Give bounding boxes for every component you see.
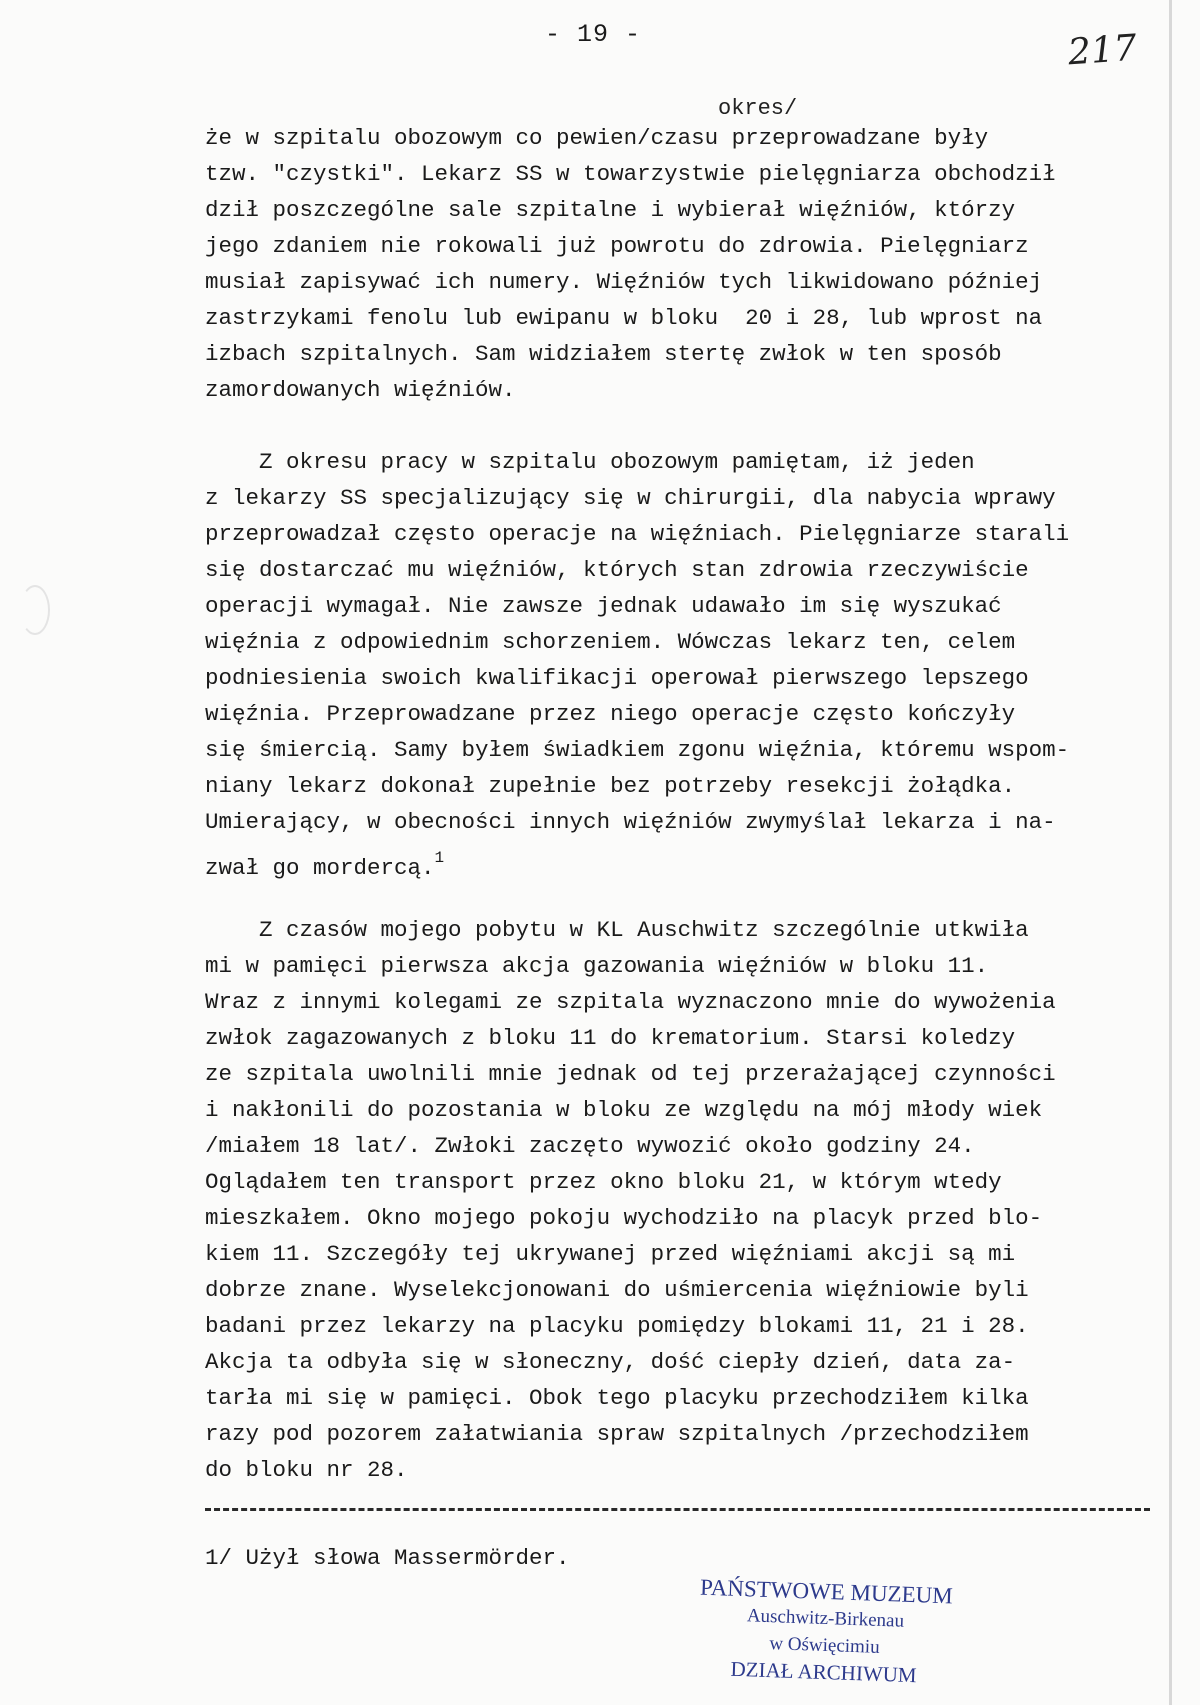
text-line: tzw. "czystki". Lekarz SS w towarzystwie pielęgniarza obchodził <box>205 161 1056 187</box>
binder-hole-mark <box>20 585 50 635</box>
text-line: z lekarzy SS specjalizujący się w chirurgii, dla nabycia wprawy <box>205 485 1056 511</box>
text-line: izbach szpitalnych. Sam widziałem stertę zwłok w ten sposób <box>205 341 1002 367</box>
text-line: Oglądałem ten transport przez okno bloku 21, w którym wtedy <box>205 1169 1002 1195</box>
text-line: zamordowanych więźniów. <box>205 377 516 403</box>
text-line: niany lekarz dokonał zupełnie bez potrzeby resekcji żołądka. <box>205 773 1016 799</box>
text-line: że w szpitalu obozowym co pewien/czasu przeprowadzane były <box>205 125 989 151</box>
text-line: mi w pamięci pierwsza akcja gazowania więźniów w bloku 11. <box>205 953 989 979</box>
text-line: kiem 11. Szczegóły tej ukrywanej przed więźniami akcji są mi <box>205 1241 1016 1267</box>
text-line: dził poszczególne sale szpitalne i wybierał więźniów, którzy <box>205 197 1016 223</box>
text-line: zastrzykami fenolu lub ewipanu w bloku 20 i 28, lub wprost na <box>205 305 1043 331</box>
text-line: razy pod pozorem załatwiania spraw szpitalnych /przechodziłem <box>205 1421 1029 1447</box>
text-line: ze szpitala uwolnili mnie jednak od tej przerażającej czynności <box>205 1061 1056 1087</box>
text-line: tarła mi się w pamięci. Obok tego placyku przechodziłem kilka <box>205 1385 1029 1411</box>
footnote: 1/ Użył słowa Massermörder. <box>205 1545 570 1571</box>
text-line <box>205 840 1165 881</box>
footnote-reference: 1 <box>434 849 445 867</box>
text-line: musiał zapisywać ich numery. Więźniów tych likwidowano później <box>205 269 1043 295</box>
stamp-line: Auschwitz-Birkenau <box>746 1605 905 1632</box>
text-line: mieszkałem. Okno mojego pokoju wychodziło na placyk przed blo- <box>205 1205 1043 1231</box>
text-line: zwłok zagazowanych z bloku 11 do krematorium. Starsi koledzy <box>205 1025 1016 1051</box>
text-line: więźnia z odpowiednim schorzeniem. Wówczas lekarz ten, celem <box>205 629 1016 655</box>
text-line: do bloku nr 28. <box>205 1457 408 1483</box>
text-line: Umierający, w obecności innych więźniów zwymyślał lekarza i na- <box>205 809 1056 835</box>
stamp-line: w Oświęcimiu <box>769 1633 881 1658</box>
text-segment: zwał go mordercą. <box>205 855 435 881</box>
text-line: operacji wymagał. Nie zawsze jednak udawało im się wyszukać <box>205 593 1002 619</box>
stamp-line: DZIAŁ ARCHIWUM <box>730 1656 917 1688</box>
stamp-line: PAŃSTWOWE MUZEUM <box>699 1574 954 1609</box>
text-line: się śmiercią. Samy byłem świadkiem zgonu więźnia, któremu wspom- <box>205 737 1070 763</box>
text-line: więźnia. Przeprowadzane przez niego operacje często kończyły <box>205 701 1016 727</box>
document-body <box>205 120 1165 1488</box>
text-line: dobrze znane. Wyselekcjonowani do uśmiercenia więźniowie byli <box>205 1277 1029 1303</box>
text-line: jego zdaniem nie rokowali już powrotu do zdrowia. Pielęgniarz <box>205 233 1029 259</box>
text-line: i nakłonili do pozostania w bloku ze względu na mój młody wiek <box>205 1097 1043 1123</box>
text-line: Z czasów mojego pobytu w KL Auschwitz szczególnie utkwiła <box>205 917 1029 943</box>
text-line: przeprowadzał często operacje na więźniach. Pielęgniarze starali <box>205 521 1070 547</box>
text-line: badani przez lekarzy na placyku pomiędzy blokami 11, 21 i 28. <box>205 1313 1029 1339</box>
archive-stamp <box>688 1573 962 1690</box>
text-line: się dostarczać mu więźniów, których stan zdrowia rzeczywiście <box>205 557 1029 583</box>
page-number: - 19 - <box>545 20 642 49</box>
handwritten-insertion: okres/ <box>718 96 798 121</box>
footnote-divider <box>205 1508 1150 1511</box>
text-line: Z okresu pracy w szpitalu obozowym pamiętam, iż jeden <box>205 449 975 475</box>
paragraph-gap <box>205 408 1165 444</box>
paragraph-gap <box>205 876 1165 912</box>
text-line: Wraz z innymi kolegami ze szpitala wyznaczono mnie do wywożenia <box>205 989 1056 1015</box>
text-line: podniesienia swoich kwalifikacji operował pierwszego lepszego <box>205 665 1029 691</box>
handwritten-folio-number: 217 <box>1066 27 1139 74</box>
text-line: /miałem 18 lat/. Zwłoki zaczęto wywozić około godziny 24. <box>205 1133 975 1159</box>
text-line: Akcja ta odbyła się w słoneczny, dość ciepły dzień, data za- <box>205 1349 1016 1375</box>
page-edge <box>1169 0 1172 1705</box>
